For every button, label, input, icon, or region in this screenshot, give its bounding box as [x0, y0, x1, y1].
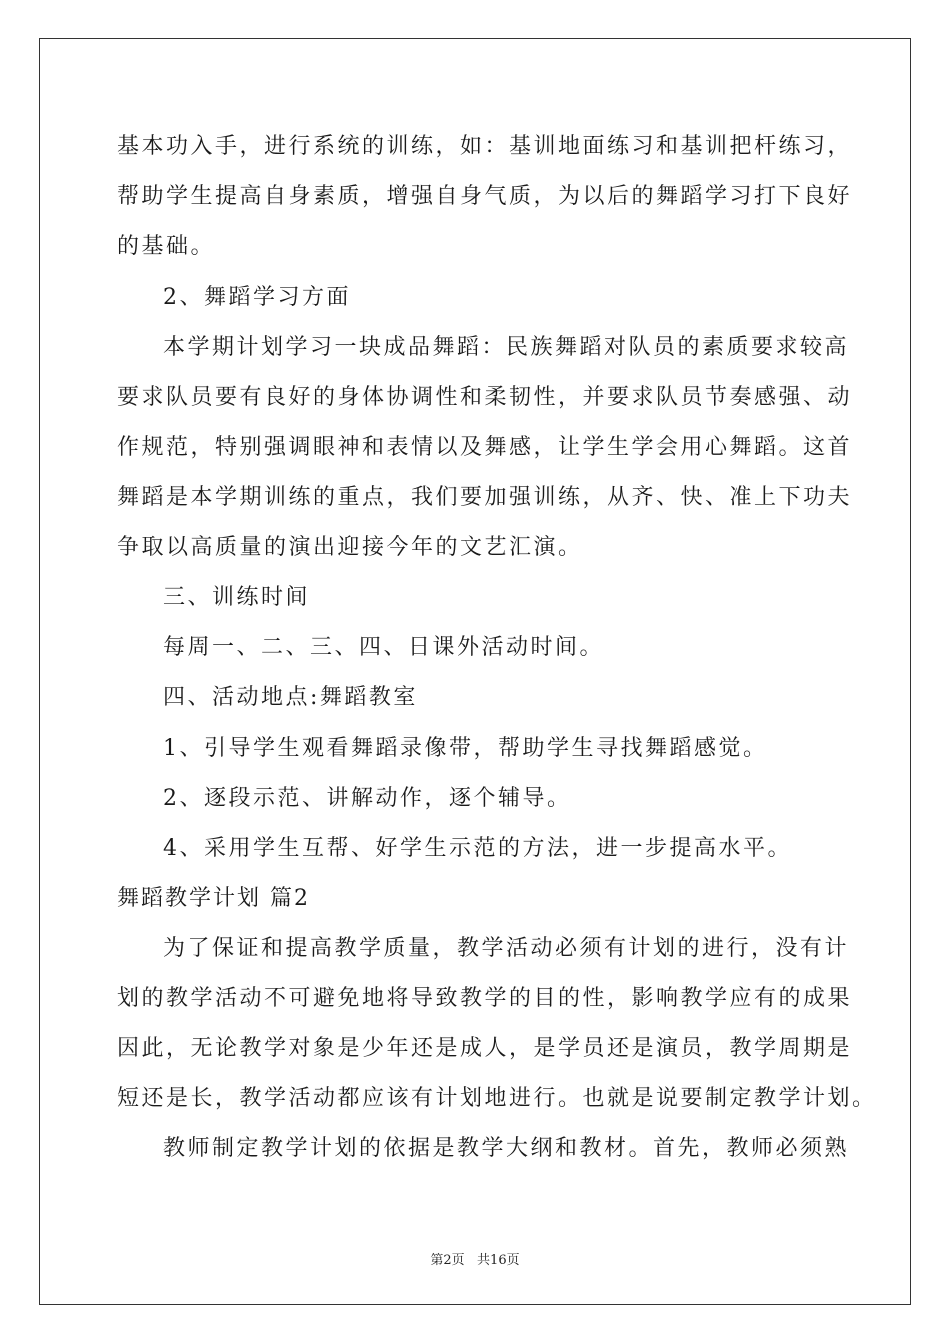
list-item: 1、引导学生观看舞蹈录像带，帮助学生寻找舞蹈感觉。	[163, 736, 768, 761]
text-line: 的基础。	[117, 234, 216, 259]
list-item: 4、采用学生互帮、好学生示范的方法，进一步提高水平。	[163, 836, 792, 861]
section-heading: 三、训练时间	[163, 585, 311, 610]
text-line: 每周一、二、三、四、日课外活动时间。	[163, 635, 605, 660]
text-line: 作规范，特别强调眼神和表情以及舞感，让学生学会用心舞蹈。这首	[117, 435, 853, 460]
section-heading: 2、舞蹈学习方面	[163, 285, 351, 310]
article-title: 舞蹈教学计划 篇2	[117, 886, 310, 911]
list-item: 2、逐段示范、讲解动作，逐个辅导。	[163, 786, 572, 811]
text-line: 因此，无论教学对象是少年还是成人，是学员还是演员，教学周期是	[117, 1036, 853, 1061]
text-line: 教师制定教学计划的依据是教学大纲和教材。首先，教师必须熟	[163, 1136, 850, 1161]
text-line: 舞蹈是本学期训练的重点，我们要加强训练，从齐、快、准上下功夫	[117, 485, 853, 510]
text-line: 争取以高质量的演出迎接今年的文艺汇演。	[117, 535, 583, 560]
text-line: 要求队员要有良好的身体协调性和柔韧性，并要求队员节奏感强、动	[117, 385, 853, 410]
text-line: 划的教学活动不可避免地将导致教学的目的性，影响教学应有的成果	[117, 986, 853, 1011]
page-number: 第2页 共16页	[430, 1253, 520, 1268]
text-line: 短还是长，教学活动都应该有计划地进行。也就是说要制定教学计划。	[117, 1086, 877, 1111]
text-line: 为了保证和提高教学质量，教学活动必须有计划的进行，没有计	[163, 936, 850, 961]
text-line: 本学期计划学习一块成品舞蹈：民族舞蹈对队员的素质要求较高	[163, 335, 850, 360]
text-line: 帮助学生提高自身素质，增强自身气质，为以后的舞蹈学习打下良好	[117, 184, 853, 209]
section-heading: 四、活动地点:舞蹈教室	[163, 685, 418, 710]
page-border	[39, 38, 911, 1305]
text-line: 基本功入手，进行系统的训练，如：基训地面练习和基训把杆练习，	[117, 134, 853, 159]
